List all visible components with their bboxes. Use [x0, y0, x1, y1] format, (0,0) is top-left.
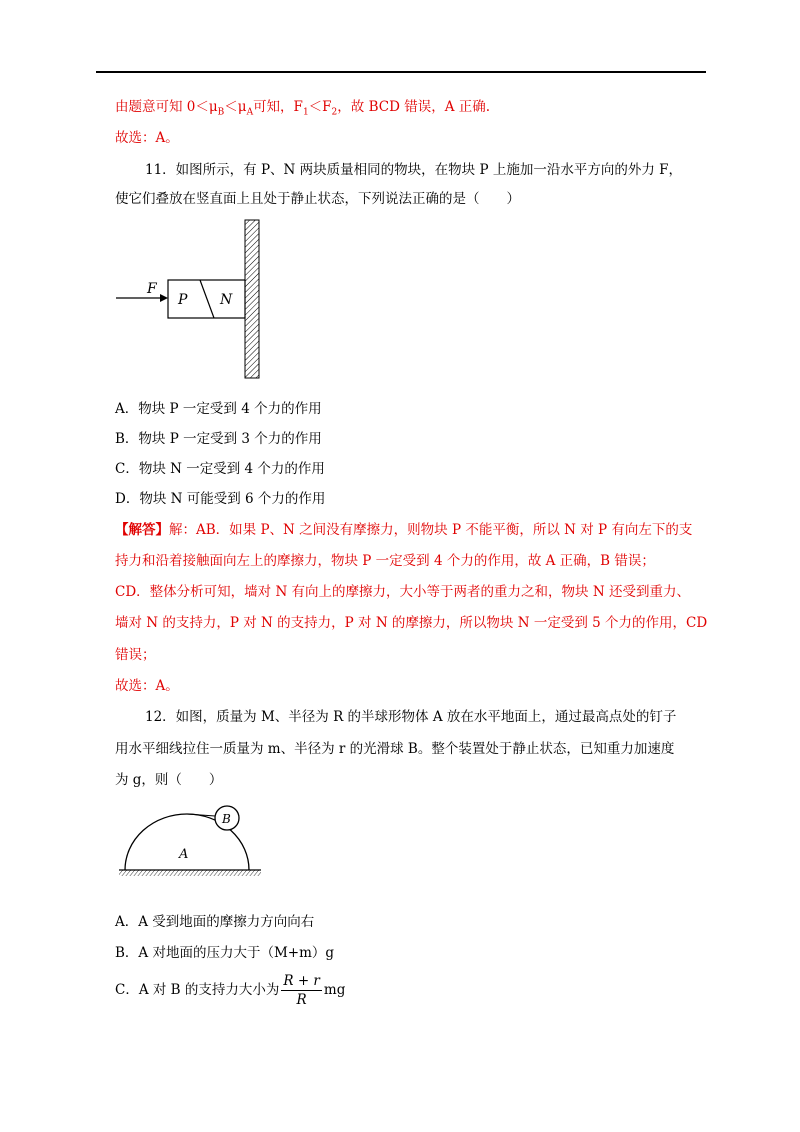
q11-solution-line4: 墙对 N 的支持力，P 对 N 的支持力，P 对 N 的摩擦力，所以物块 N 一定受到 5 个力的作用，CD [115, 615, 708, 631]
label-b: B [222, 812, 231, 826]
q11-option-b: B．物块 P 一定受到 3 个力的作用 [115, 431, 322, 447]
q11-option-d: D．物块 N 可能受到 6 个力的作用 [115, 491, 326, 507]
q12-stem-line1: 12．如图，质量为 M、半径为 R 的半球形物体 A 放在水平地面上，通过最高点处的钉子 [145, 709, 677, 725]
q11-solution-line1: 【解答】解：AB．如果 P、N 之间没有摩擦力，则物块 P 不能平衡，所以 N 对 P 有向左下的支 [115, 522, 693, 538]
q12-option-a: A．A 受到地面的摩擦力方向向右 [115, 914, 315, 930]
block-p-label: P [178, 292, 188, 308]
q11-option-a: A．物块 P 一定受到 4 个力的作用 [115, 401, 322, 417]
q11-option-c: C．物块 N 一定受到 4 个力的作用 [115, 461, 325, 477]
wall [245, 220, 259, 378]
q11-figure [110, 218, 270, 383]
q11-answer: 故选：A。 [115, 678, 179, 694]
q11-stem-line2: 使它们叠放在竖直面上且处于静止状态，下列说法正确的是（ ） [115, 191, 520, 207]
q12-stem-line3: 为 g，则（ ） [115, 772, 223, 788]
q12-option-b: B．A 对地面的压力大于（M+m）g [115, 945, 335, 961]
prev-answer: 故选：A。 [115, 130, 179, 146]
q11-stem-line1: 11．如图所示，有 P、N 两块质量相同的物块，在物块 P 上施加一沿水平方向的外力 F， [145, 162, 682, 178]
force-label: F [147, 281, 157, 297]
solution-tag: 【解答】 [115, 522, 169, 538]
force-arrowhead [160, 294, 168, 302]
header-rule [96, 71, 706, 73]
q12-stem-line2: 用水平细线拉住一质量为 m、半径为 r 的光滑球 B。整个装置处于静止状态，已知重力加速度 [115, 741, 675, 757]
fraction: $\frac{R + r}{R}$ [283, 973, 320, 1008]
q12-figure [115, 798, 265, 886]
q11-solution-line3: CD．整体分析可知，墙对 N 有向上的摩擦力，大小等于两者的重力之和，物块 N 还受到重力、 [115, 584, 690, 600]
q11-solution-line2: 持力和沿着接触面向左上的摩擦力，物块 P 一定受到 4 个力的作用，故 A 正确，B 错误； [115, 553, 655, 569]
q11-solution-line5: 错误； [115, 647, 156, 663]
label-a: A [179, 847, 189, 862]
ground-hatching [119, 870, 261, 876]
block-n-label: N [220, 292, 233, 308]
prev-solution-line: 由题意可知 $0<\mu_B<\mu_A$可知，$F_1<F_2$，故 BCD 错误，A 正确. [115, 99, 491, 118]
q12-option-c: C．A 对 B 的支持力大小为 $\frac{R + r}{R}$ mg [115, 973, 346, 1008]
